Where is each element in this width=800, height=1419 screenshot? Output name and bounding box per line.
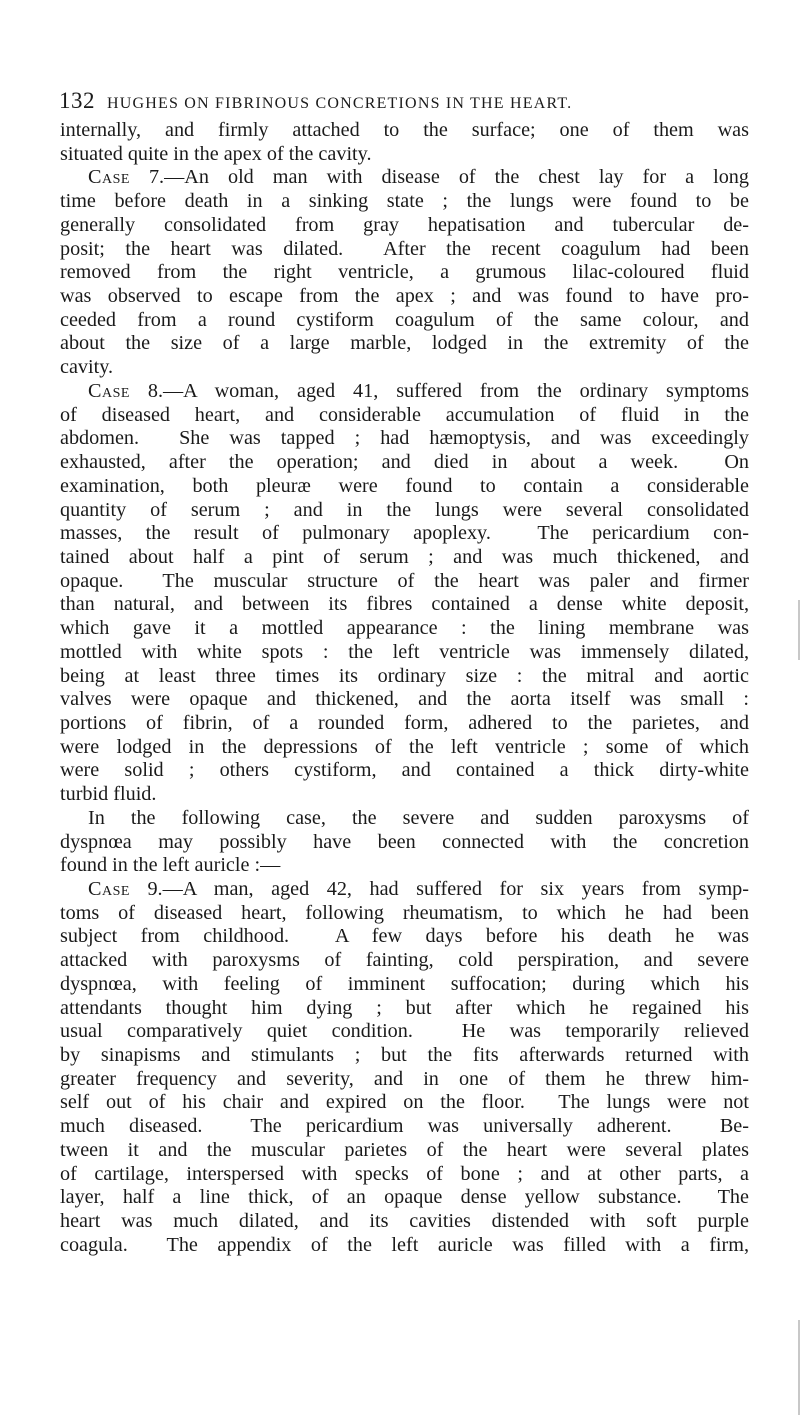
line-text: situated quite in the apex of the cavity. [60,142,372,165]
text-line [60,688,749,712]
text-line [60,499,749,523]
text-line [60,427,749,451]
line-text: posit; the heart was dilated. After the recent coagulum had been [60,237,749,260]
text-line [60,1020,749,1044]
line-text: removed from the right ventricle, a grumous lilac-coloured fluid [60,261,749,284]
line-text: much diseased. The pericardium was universally adherent. Be- [60,1115,749,1138]
text-line [60,997,749,1021]
line-text: which gave it a mottled appearance : the lining membrane was [60,617,749,640]
line-text: opaque. The muscular structure of the heart was paler and firmer [60,569,749,592]
text-line [60,404,749,428]
text-line [60,119,749,143]
case-label: Case [88,379,130,402]
text-line [60,1091,749,1115]
line-text: self out of his chair and expired on the floor. The lungs were not [60,1091,749,1114]
line-text: tween it and the muscular parietes of the heart were several plates [60,1138,749,1161]
text-line [60,1186,749,1210]
line-text: abdomen. She was tapped ; had hæmoptysis, and was exceedingly [60,427,749,450]
text-line [60,1234,749,1258]
line-text: found in the left auricle :— [60,854,281,877]
line-text: valves were opaque and thickened, and the aorta itself was small : [60,688,749,711]
line-text: quantity of serum ; and in the lungs were several consolidated [60,498,749,521]
running-title: HUGHES ON FIBRINOUS CONCRETIONS IN THE HEART. [107,95,573,112]
text-line [60,665,749,689]
line-text: 8.—A woman, aged 41, suffered from the ordinary symptoms [129,379,749,402]
text-line [60,712,749,736]
text-line [60,546,749,570]
line-text: of diseased heart, and considerable accumulation of fluid in the [60,403,749,426]
text-line [60,807,749,831]
line-text: ceeded from a round cystiform coagulum of the same colour, and [60,308,749,331]
case-label: Case [88,878,130,900]
text-line [60,593,749,617]
line-text: 9.—A man, aged 42, had suffered for six years from symp- [129,878,749,900]
text-line [60,641,749,665]
line-text: about the size of a large marble, lodged in the extremity of the [60,332,749,355]
text-line [60,759,749,783]
text-line [60,380,749,404]
text-line [60,522,749,546]
text-line [60,854,749,878]
line-text: usual comparatively quiet condition. He was temporarily relieved [60,1020,749,1043]
line-text: heart was much dilated, and its cavities distended with soft purple [60,1210,749,1233]
line-text: portions of fibrin, of a rounded form, adhered to the parietes, and [60,711,749,734]
text-line [60,973,749,997]
line-text: coagula. The appendix of the left auricle was filled with a firm, [60,1233,749,1256]
text-line [60,261,749,285]
text-line [60,451,749,475]
text-line [60,925,749,949]
text-line [60,475,749,499]
line-text: tained about half a pint of serum ; and was much thickened, and [60,545,749,568]
line-text: toms of diseased heart, following rheumatism, to which he had been [60,901,749,924]
line-text: were lodged in the depressions of the left ventricle ; some of which [60,735,749,758]
line-text: were solid ; others cystiform, and contained a thick dirty-white [60,759,749,782]
text-line [60,285,749,309]
line-text: generally consolidated from gray hepatisation and tubercular de- [60,213,749,236]
line-text: layer, half a line thick, of an opaque dense yellow substance. The [60,1186,749,1209]
text-line [60,166,749,190]
line-text: In the following case, the severe and sudden paroxysms of [88,806,749,829]
text-line [60,332,749,356]
text-line [60,831,749,855]
text-line [60,617,749,641]
line-text: 7.—An old man with disease of the chest lay for a long [129,166,749,189]
line-text: attendants thought him dying ; but after which he regained his [60,996,749,1019]
line-text: turbid fluid. [60,783,157,806]
line-text: time before death in a sinking state ; the lungs were found to be [60,190,749,213]
line-text: internally, and firmly attached to the surface; one of them was [60,119,749,141]
text-line [60,1115,749,1139]
text-line [60,1139,749,1163]
line-text: by sinapisms and stimulants ; but the fits afterwards returned with [60,1044,749,1067]
running-head [59,88,759,114]
line-text: subject from childhood. A few days before his death he was [60,925,749,948]
line-text: dyspnœa may possibly have been connected with the concretion [60,830,749,853]
text-line [60,902,749,926]
line-text: greater frequency and severity, and in one of them he threw him- [60,1067,749,1090]
line-text: than natural, and between its fibres contained a dense white deposit, [60,593,749,616]
line-text: masses, the result of pulmonary apoplexy. The pericardium con- [60,522,749,545]
line-text: being at least three times its ordinary size : the mitral and aortic [60,664,749,687]
text-line [60,238,749,262]
text-line [60,190,749,214]
line-text: dyspnœa, with feeling of imminent suffocation; during which his [60,972,749,995]
line-text: exhausted, after the operation; and died in about a week. On [60,451,749,474]
case-label: Case [88,166,130,189]
body-text [60,119,749,1258]
line-text: was observed to escape from the apex ; and was found to have pro- [60,285,749,308]
text-line [60,1044,749,1068]
line-text: attacked with paroxysms of fainting, cold perspiration, and severe [60,949,749,972]
text-line [60,1068,749,1092]
line-text: mottled with white spots : the left ventricle was immensely dilated, [60,640,749,663]
text-line [60,783,749,807]
text-line [60,309,749,333]
text-line [60,949,749,973]
text-line [60,736,749,760]
text-line [60,570,749,594]
line-text: of cartilage, interspersed with specks of bone ; and at other parts, a [60,1162,749,1185]
text-line [60,214,749,238]
line-text: cavity. [60,356,114,379]
line-text: examination, both pleuræ were found to contain a considerable [60,474,749,497]
text-line [60,356,749,380]
text-line [60,1210,749,1234]
text-line [60,143,749,167]
text-line [60,1163,749,1187]
text-line [60,878,749,902]
page-number: 132 [59,88,95,113]
